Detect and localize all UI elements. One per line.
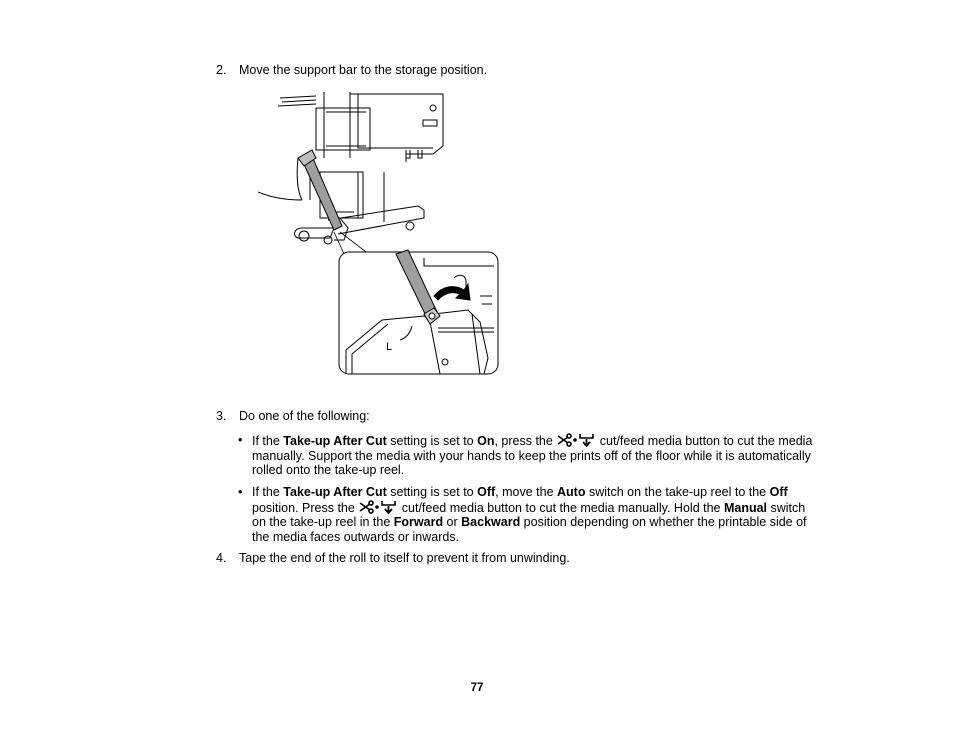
bullet-dot: •	[238, 433, 243, 447]
setting-name: Take-up After Cut	[283, 485, 387, 499]
text-run: cut/feed media button to cut the media manually. Support the media with your hands to keep the prints off of the floor while it is automatically rolled onto the take-up reel.	[252, 434, 813, 477]
text-run: position. Press the	[252, 500, 359, 515]
printer-drawing	[258, 92, 443, 244]
setting-value: Off	[477, 485, 496, 499]
switch-name: Auto	[557, 485, 586, 499]
direction-name: Backward	[461, 515, 521, 529]
step-number: 3.	[216, 409, 227, 423]
step-text: Tape the end of the roll to itself to prevent it from unwinding.	[239, 551, 570, 565]
step-number: 4.	[216, 551, 227, 565]
switch-name: Manual	[723, 500, 768, 515]
setting-name: Take-up After Cut	[283, 434, 387, 448]
detail-inset	[339, 250, 498, 374]
bullet-dot: •	[238, 485, 243, 499]
bullet-text	[252, 433, 822, 478]
setting-value: On	[477, 434, 495, 448]
text-run: If the	[252, 434, 284, 448]
direction-name: Forward	[393, 515, 444, 529]
text-run: switch on the take-up reel to the	[585, 485, 770, 499]
text-run: setting is set to	[386, 485, 478, 499]
step-text: Do one of the following:	[239, 409, 370, 423]
bullet-take-up-on	[238, 433, 822, 478]
switch-position: Off	[769, 485, 788, 499]
text-run: or	[443, 515, 462, 529]
cut-feed-icon	[358, 500, 398, 514]
step-number: 2.	[216, 63, 227, 77]
support-bar-illustration	[258, 88, 502, 378]
bullet-take-up-off	[238, 485, 822, 544]
inset-label: L	[386, 341, 393, 353]
text-run: setting is set to	[386, 434, 478, 448]
text-run: , press the	[494, 434, 557, 448]
text-run: , move the	[495, 485, 557, 499]
page-number: 77	[470, 682, 484, 694]
bullet-text	[252, 485, 822, 544]
text-run: switch on the take-up reel in the	[252, 500, 806, 529]
text-run: cut/feed media button to cut the media manually. Hold the	[398, 500, 724, 515]
text-run: position depending on whether the printable side of the media faces outwards or inwards.	[252, 515, 807, 544]
cut-feed-icon	[556, 433, 596, 447]
text-run: If the	[252, 485, 284, 499]
step-text: Move the support bar to the storage position.	[239, 63, 488, 77]
